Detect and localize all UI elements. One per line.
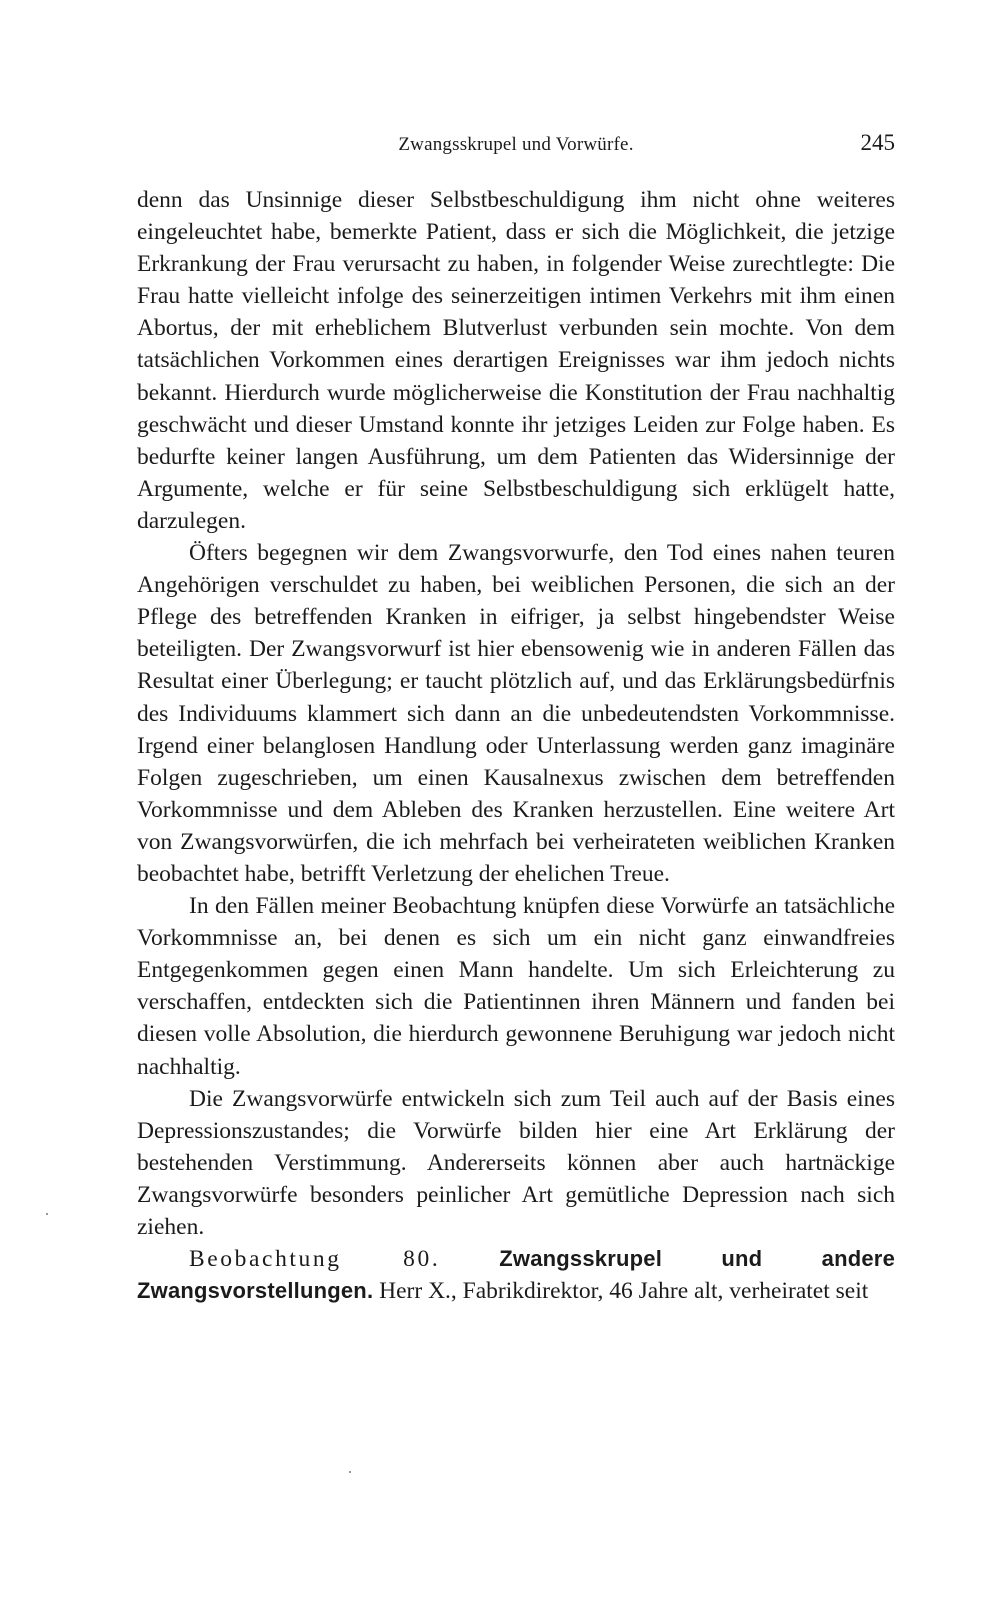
running-title: Zwangsskrupel und Vorwürfe. bbox=[398, 134, 634, 155]
paragraph-4: Die Zwangsvorwürfe entwickeln sich zum Teil auch auf der Basis eines Depressionszustandes; die Vorwürfe bilden hier eine Art Erklärung der bestehenden Verstimmung. Andererseits können aber auch hartnäckige Zwangsvorwürfe besonders peinlicher Art gemütliche Depression nach sich ziehen. bbox=[137, 1085, 895, 1240]
scan-speck bbox=[46, 1213, 48, 1215]
paragraph-2: Öfters begegnen wir dem Zwangsvorwurfe, den Tod eines nahen teuren Angehörigen verschuldet zu haben, bei weiblichen Personen, die sich an der Pflege des betreffenden Kranken in eifriger, ja selbst hingebendster Weise beteiligten. Der Zwangsvorwurf ist hier ebensowenig wie in anderen Fällen das Resultat einer Überlegung; er taucht plötzlich auf, und das Erklärungsbedürfnis des Individuums klammert sich dann an die unbedeutendsten Vorkommnisse. Irgend einer belanglosen Handlung oder Unterlassung werden ganz imaginäre Folgen zugeschrieben, um einen Kausalnexus zwischen dem betreffenden Vorkommnisse und dem Ableben des Kranken herzustellen. Eine weitere Art von Zwangsvorwürfen, die ich mehrfach bei verheirateten weiblichen Kranken beobachtet habe, betrifft Verletzung der ehelichen Treue. bbox=[137, 540, 895, 887]
observation-label: Beobachtung 80. bbox=[189, 1246, 441, 1273]
page-number: 245 bbox=[860, 130, 895, 155]
observation-title: Zwangsskrupel und andere Zwangsvorstellungen. bbox=[137, 1246, 896, 1304]
scan-speck bbox=[349, 1471, 351, 1473]
observation-paragraph bbox=[137, 1243, 895, 1307]
paragraph-3: In den Fällen meiner Beobachtung knüpfen diese Vorwürfe an tatsächliche Vorkommnisse an, bei denen es sich um ein nicht ganz einwandfreies Entgegenkommen gegen einen Mann handelte. Um sich Erleichterung zu verschaffen, entdeckten sich die Patientinnen ihren Männern und fanden bei diesen volle Absolution, die hierdurch gewonnene Beruhigung war jedoch nicht nachhaltig. bbox=[137, 893, 895, 1080]
body-text bbox=[137, 184, 895, 1307]
observation-text: Herr X., Fabrikdirektor, 46 Jahre alt, verheiratet seit bbox=[379, 1278, 869, 1305]
paragraph-1: denn das Unsinnige dieser Selbstbeschuldigung ihm nicht ohne weiteres eingeleuchtet habe, bemerkte Patient, dass er sich die Möglichkeit, die jetzige Erkrankung der Frau verursacht zu haben, in folgender Weise zurechtlegte: Die Frau hatte vielleicht infolge des seinerzeitigen intimen Verkehrs mit ihm einen Abortus, der mit erheblichem Blutverlust verbunden sein mochte. Von dem tatsächlichen Vorkommen eines derartigen Ereignisses war ihm jedoch nichts bekannt. Hierdurch wurde möglicherweise die Konstitution der Frau nachhaltig geschwächt und dieser Umstand konnte ihr jetziges Leiden zur Folge haben. Es bedurfte keiner langen Ausführung, um dem Patienten das Widersinnige der Argumente, welche er für seine Selbstbeschuldigung sich erklügelt hatte, darzulegen. bbox=[137, 187, 895, 534]
running-header bbox=[137, 130, 895, 164]
